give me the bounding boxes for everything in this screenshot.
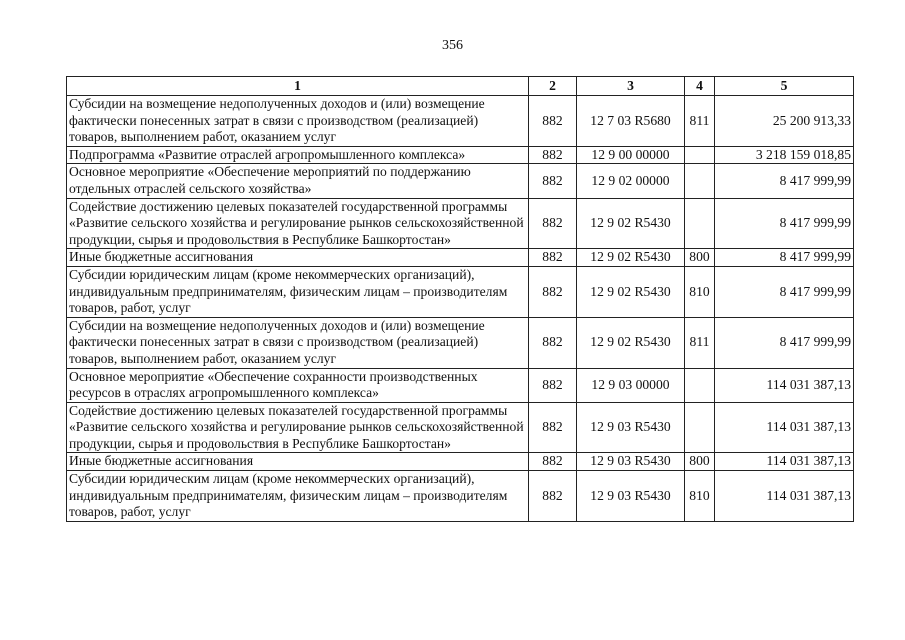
table-row bbox=[67, 471, 854, 522]
row-ved-cell: 882 bbox=[529, 402, 577, 453]
row-name-cell: Подпрограмма «Развитие отраслей агропромышленного комплекса» bbox=[67, 146, 529, 164]
row-csr-cell: 12 7 03 R5680 bbox=[577, 96, 685, 147]
row-name-cell: Иные бюджетные ассигнования bbox=[67, 453, 529, 471]
row-vr-cell: 810 bbox=[685, 471, 715, 522]
row-name-cell: Субсидии на возмещение недополученных доходов и (или) возмещение фактически понесенных затрат в связи с производством (реализацией) товаров, выполнением работ, оказанием услуг bbox=[67, 96, 529, 147]
row-csr-cell: 12 9 03 00000 bbox=[577, 368, 685, 402]
table-row bbox=[67, 266, 854, 317]
row-csr-cell: 12 9 02 R5430 bbox=[577, 249, 685, 267]
table-row bbox=[67, 249, 854, 267]
row-sum-cell: 114 031 387,13 bbox=[715, 471, 854, 522]
row-ved-cell: 882 bbox=[529, 96, 577, 147]
row-sum-cell: 3 218 159 018,85 bbox=[715, 146, 854, 164]
row-vr-cell: 800 bbox=[685, 249, 715, 267]
row-csr-cell: 12 9 03 R5430 bbox=[577, 402, 685, 453]
row-csr-cell: 12 9 03 R5430 bbox=[577, 471, 685, 522]
row-vr-cell bbox=[685, 146, 715, 164]
row-sum-cell: 8 417 999,99 bbox=[715, 249, 854, 267]
row-ved-cell: 882 bbox=[529, 146, 577, 164]
table-row bbox=[67, 317, 854, 368]
column-header: 3 bbox=[577, 77, 685, 96]
row-csr-cell: 12 9 02 00000 bbox=[577, 164, 685, 198]
row-name-cell: Субсидии юридическим лицам (кроме некоммерческих организаций), индивидуальным предпринимателям, физическим лицам – производителям товаров, работ, услуг bbox=[67, 266, 529, 317]
row-name-cell: Содействие достижению целевых показателей государственной программы «Развитие сельского хозяйства и регулирование рынков сельскохозяйственной продукции, сырья и продовольствия в Республике Башкортостан» bbox=[67, 402, 529, 453]
row-sum-cell: 114 031 387,13 bbox=[715, 402, 854, 453]
row-vr-cell bbox=[685, 198, 715, 249]
row-vr-cell: 800 bbox=[685, 453, 715, 471]
column-header: 1 bbox=[67, 77, 529, 96]
table-body bbox=[67, 96, 854, 522]
row-sum-cell: 8 417 999,99 bbox=[715, 317, 854, 368]
row-name-cell: Иные бюджетные ассигнования bbox=[67, 249, 529, 267]
table-row bbox=[67, 368, 854, 402]
row-ved-cell: 882 bbox=[529, 471, 577, 522]
table-row bbox=[67, 402, 854, 453]
row-csr-cell: 12 9 00 00000 bbox=[577, 146, 685, 164]
row-sum-cell: 114 031 387,13 bbox=[715, 453, 854, 471]
row-vr-cell: 811 bbox=[685, 317, 715, 368]
row-ved-cell: 882 bbox=[529, 164, 577, 198]
row-name-cell: Субсидии на возмещение недополученных доходов и (или) возмещение фактически понесенных затрат в связи с производством (реализацией) товаров, выполнением работ, оказанием услуг bbox=[67, 317, 529, 368]
row-ved-cell: 882 bbox=[529, 249, 577, 267]
budget-table bbox=[66, 76, 854, 522]
table-row bbox=[67, 146, 854, 164]
row-vr-cell bbox=[685, 402, 715, 453]
row-csr-cell: 12 9 03 R5430 bbox=[577, 453, 685, 471]
row-ved-cell: 882 bbox=[529, 266, 577, 317]
row-name-cell: Основное мероприятие «Обеспечение сохранности производственных ресурсов в отраслях агропромышленного комплекса» bbox=[67, 368, 529, 402]
row-sum-cell: 8 417 999,99 bbox=[715, 164, 854, 198]
row-sum-cell: 25 200 913,33 bbox=[715, 96, 854, 147]
table-row bbox=[67, 453, 854, 471]
row-csr-cell: 12 9 02 R5430 bbox=[577, 266, 685, 317]
row-vr-cell bbox=[685, 164, 715, 198]
row-ved-cell: 882 bbox=[529, 368, 577, 402]
row-csr-cell: 12 9 02 R5430 bbox=[577, 198, 685, 249]
page-number: 356 bbox=[442, 38, 463, 53]
column-header: 5 bbox=[715, 77, 854, 96]
table-row bbox=[67, 198, 854, 249]
row-sum-cell: 114 031 387,13 bbox=[715, 368, 854, 402]
table-header-row bbox=[67, 77, 854, 96]
row-name-cell: Содействие достижению целевых показателей государственной программы «Развитие сельского хозяйства и регулирование рынков сельскохозяйственной продукции, сырья и продовольствия в Республике Башкортостан» bbox=[67, 198, 529, 249]
table-row bbox=[67, 96, 854, 147]
row-ved-cell: 882 bbox=[529, 453, 577, 471]
row-vr-cell: 810 bbox=[685, 266, 715, 317]
row-vr-cell: 811 bbox=[685, 96, 715, 147]
table-row bbox=[67, 164, 854, 198]
row-name-cell: Основное мероприятие «Обеспечение мероприятий по поддержанию отдельных отраслей сельского хозяйства» bbox=[67, 164, 529, 198]
row-ved-cell: 882 bbox=[529, 317, 577, 368]
row-vr-cell bbox=[685, 368, 715, 402]
row-name-cell: Субсидии юридическим лицам (кроме некоммерческих организаций), индивидуальным предпринимателям, физическим лицам – производителям товаров, работ, услуг bbox=[67, 471, 529, 522]
row-ved-cell: 882 bbox=[529, 198, 577, 249]
column-header: 4 bbox=[685, 77, 715, 96]
row-sum-cell: 8 417 999,99 bbox=[715, 266, 854, 317]
column-header: 2 bbox=[529, 77, 577, 96]
row-csr-cell: 12 9 02 R5430 bbox=[577, 317, 685, 368]
row-sum-cell: 8 417 999,99 bbox=[715, 198, 854, 249]
